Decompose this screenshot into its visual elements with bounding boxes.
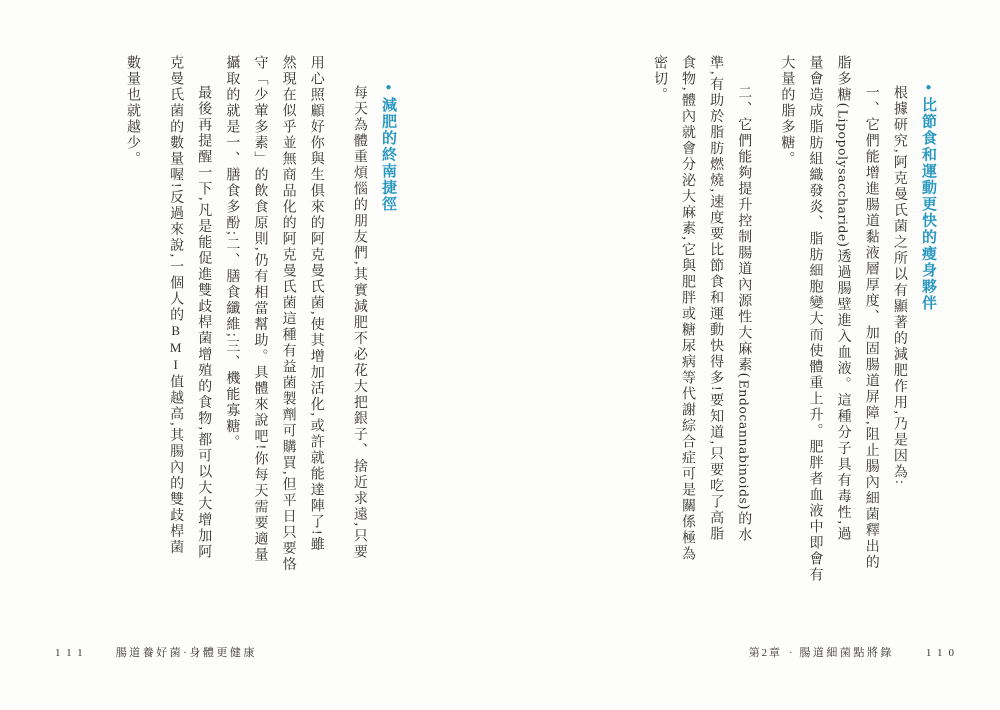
text-column: 脂多糖(Lipopolysaccharide)透過腸壁進入血液。這種分子具有毒性,過 [835,55,851,543]
text-column: 準,有助於脂肪燃燒,速度要比節食和運動快得多!要知道,只要吃了高脂 [708,55,724,543]
left-page-footer [55,644,257,660]
text-column: 用心照顧好你與生俱來的阿克曼氏菌,使其增加活化,或許就能達陣了!雖 [308,55,324,553]
latin-text: Lipopolysaccharide [835,109,851,242]
page-number: 111 [55,647,89,659]
text-column: 攝取的就是一、膳食多酚;二、膳食纖維;三、機能寡糖。 [224,55,240,451]
book-title: 腸道養好菌·身體更健康 [115,647,257,659]
text-column: 量會造成脂肪組織發炎、脂肪細胞變大而使體重上升。肥胖者血液中即會有 [807,55,823,583]
right-page-text-block [639,55,936,587]
text-column: 克曼氏菌的數量喔!反過來說,一個人的BMI值越高,其腸內的雙歧桿菌 [168,55,184,556]
text-column: 最後再提醒一下,凡是能促進雙歧桿菌增殖的食物,都可以大大增加阿 [196,85,212,560]
text-column: 一、它們能增進腸道黏液層厚度、加固腸道屏障,阻止腸內細菌釋出的 [863,85,879,571]
section-heading: ●比節食和運動更快的瘦身夥伴 [920,82,936,312]
text-column: 二、它們能夠提升控制腸道內源性大麻素(Endocannabinoids)的水 [736,85,752,544]
text-column: 密切。 [651,55,667,103]
text-column: 根據研究,阿克曼氏菌之所以有顯著的減肥作用,乃是因為: [891,85,907,486]
footer-separator-dot: · [789,648,793,659]
section-heading: ●減肥的終南捷徑 [380,82,396,213]
chapter-title: 腸道細菌點將錄 [799,647,894,659]
text-column: 每天為體重煩惱的朋友們,其實減肥不必花大把銀子、捨近求遠,只要 [351,85,367,560]
latin-text: Endocannabinoids [736,379,752,505]
text-column: 守「少葷多素」的飲食原則,仍有相當幫助。具體來說吧!你每天需要適量 [252,55,268,564]
text-column: 然現在似乎並無商品化的阿克曼氏菌這種有益菌製劑可購買,但平日只要恪 [280,55,296,573]
latin-text: BMI [168,323,184,375]
text-column: 大量的脂多糖。 [779,55,795,167]
bullet-icon: ● [383,82,394,97]
text-column: 食物,體內就會分泌大麻素,它與肥胖或糖尿病等代謝綜合症可是關係極為 [680,55,696,562]
left-page-text-block [112,55,396,587]
bullet-icon: ● [923,82,934,97]
chapter-number: 第2章 [748,647,783,659]
chapter-label [749,644,894,660]
text-column: 數量也就越少。 [125,55,141,167]
page-number: 110 [925,647,960,659]
right-page-footer [749,644,960,660]
